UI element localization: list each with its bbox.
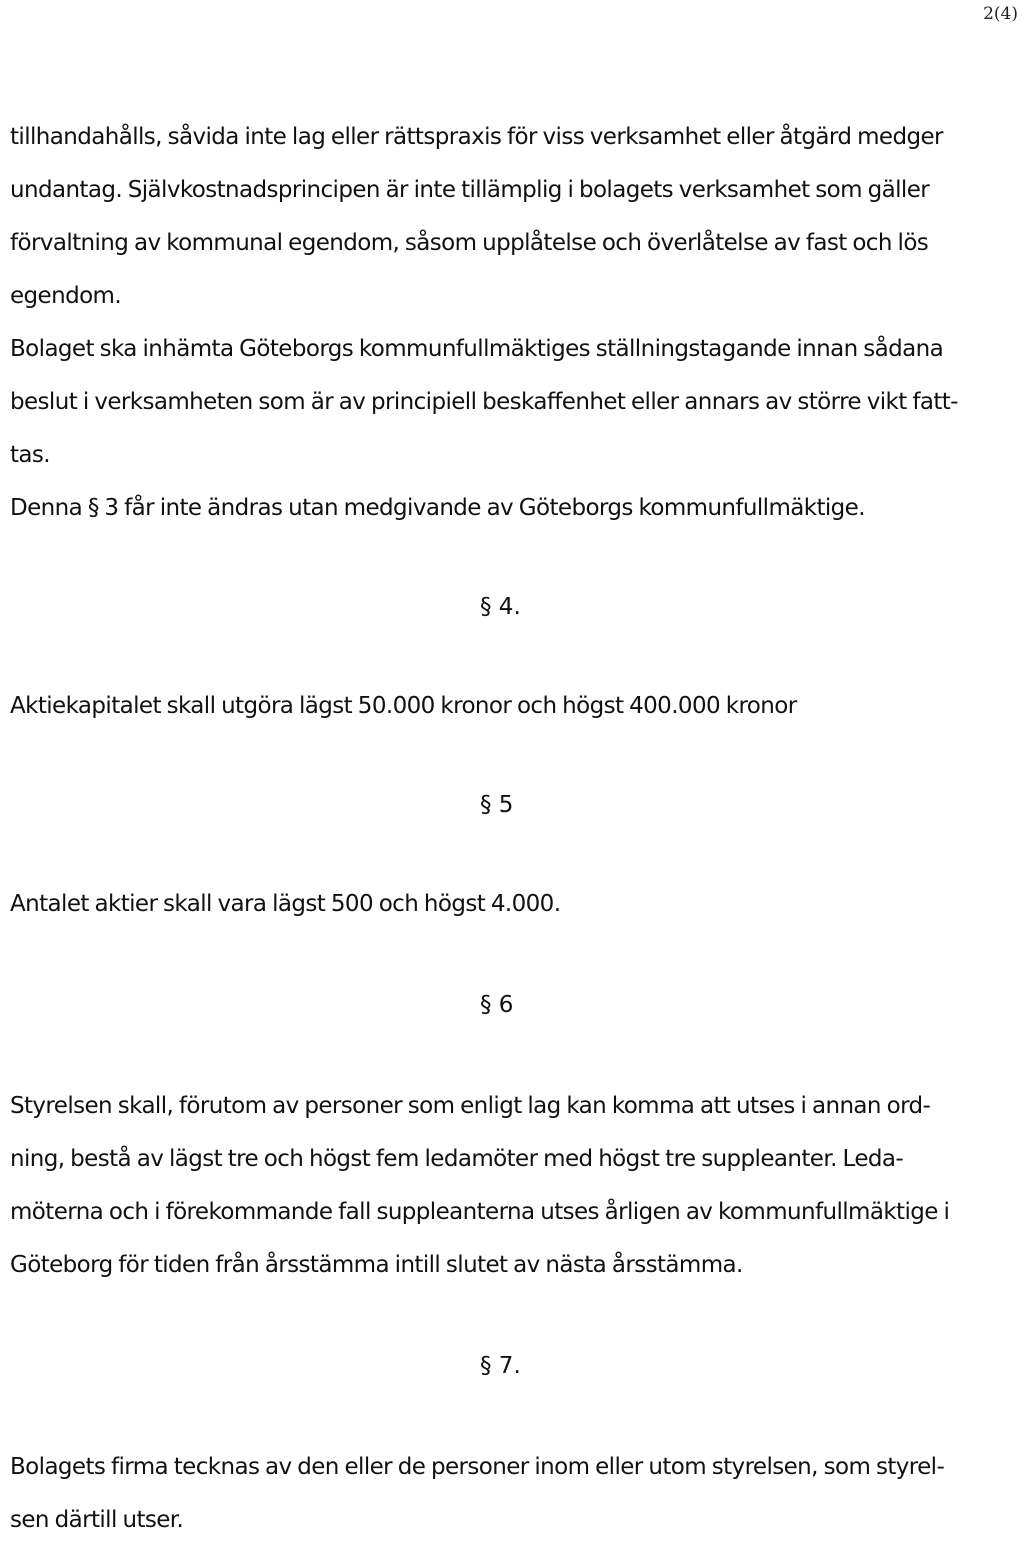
text-line: Aktiekapitalet skall utgöra lägst 50.000 kronor och högst 400.000 kronor	[10, 693, 797, 719]
text-line: beslut i verksamheten som är av principiell beskaffenhet eller annars av större vikt fatt-	[10, 389, 958, 415]
section-6-text	[10, 1080, 1000, 1292]
section-7-text	[10, 1441, 1000, 1547]
text-line: tillhandahålls, såvida inte lag eller rättspraxis för viss verksamhet eller åtgärd medger	[10, 124, 943, 150]
text-line: sen därtill utser.	[10, 1507, 184, 1533]
text-line: Göteborg för tiden från årsstämma intill slutet av nästa årsstämma.	[10, 1252, 743, 1278]
paragraph-amendment-clause	[10, 482, 1000, 535]
paragraph-self-cost-principle	[10, 111, 1000, 323]
text-line: egendom.	[10, 283, 122, 309]
section-4-text	[10, 680, 1000, 733]
text-line: möterna och i förekommande fall suppleanterna utses årligen av kommunfullmäktige i	[10, 1199, 950, 1225]
text-line: Styrelsen skall, förutom av personer som enligt lag kan komma att utses i annan ord-	[10, 1093, 931, 1119]
text-line: Bolagets firma tecknas av den eller de personer inom eller utom styrelsen, som styrel-	[10, 1454, 945, 1480]
section-heading-7: § 7.	[480, 1353, 521, 1379]
paragraph-council-approval	[10, 323, 1000, 482]
page-number: 2(4)	[983, 4, 1018, 24]
text-line: Antalet aktier skall vara lägst 500 och högst 4.000.	[10, 891, 561, 917]
section-5-text	[10, 878, 1000, 931]
section-heading-4: § 4.	[480, 594, 521, 620]
text-line: förvaltning av kommunal egendom, såsom upplåtelse och överlåtelse av fast och lös	[10, 230, 929, 256]
text-line: Bolaget ska inhämta Göteborgs kommunfullmäktiges ställningstagande innan sådana	[10, 336, 944, 362]
section-heading-5: § 5	[480, 792, 514, 818]
text-line: undantag. Självkostnadsprincipen är inte tillämplig i bolagets verksamhet som gäller	[10, 177, 930, 203]
text-line: tas.	[10, 442, 51, 468]
section-heading-6: § 6	[480, 992, 514, 1018]
text-line: ning, bestå av lägst tre och högst fem ledamöter med högst tre suppleanter. Leda-	[10, 1146, 904, 1172]
document-body	[10, 111, 1000, 1547]
text-line: Denna § 3 får inte ändras utan medgivande av Göteborgs kommunfullmäktige.	[10, 495, 865, 521]
